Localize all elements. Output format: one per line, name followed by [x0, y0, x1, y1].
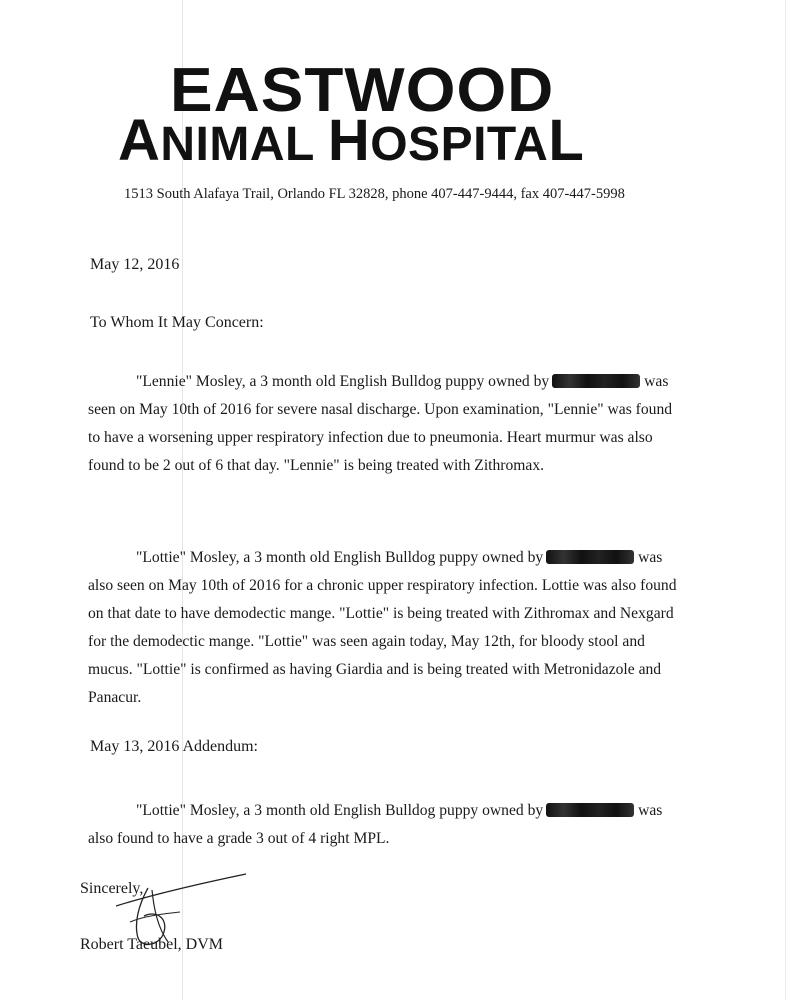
- paragraph-lennie-body: was seen on May 10th of 2016 for severe nasal discharge. Upon examination, "Lennie" was found to have a worsening upper respiratory infection due to pneumonia. Heart murmur was also found to be 2 out of 6 that day. "Lennie" is being treated with Zithromax.: [88, 373, 673, 474]
- letterhead-h-initial: H: [327, 108, 371, 173]
- paragraph-lottie-lead: "Lottie" Mosley, a 3 month old English Bulldog puppy owned by: [136, 549, 544, 566]
- letterhead-a-rest: NIMAL: [160, 118, 328, 171]
- letterhead-title: EASTWOOD: [170, 56, 555, 125]
- paragraph-addendum-body: was also found to have a grade 3 out of 4 right MPL.: [88, 802, 663, 847]
- letterhead-h-rest: OSPITA: [370, 118, 549, 171]
- letter-date: May 12, 2016: [90, 256, 180, 273]
- letterhead-a-initial: A: [118, 108, 161, 173]
- paragraph-lennie: [88, 368, 678, 480]
- signatory-name: Robert Taeubel, DVM: [80, 936, 223, 953]
- scan-edge-line: [785, 0, 786, 1000]
- redaction-mark: [552, 374, 640, 388]
- paragraph-lottie-body: was also seen on May 10th of 2016 for a chronic upper respiratory infection. Lottie was also found on that date to have demodectic mange. "Lottie" is being treated with Zithromax and Nexgard for the demodectic mange. "Lottie" was seen again today, May 12th, for bloody stool and mucus. "Lottie" is confirmed as having Giardia and is being treated with Metronidazole and Panacur.: [88, 549, 677, 706]
- letterhead-l-final: L: [548, 108, 585, 173]
- paragraph-lottie: [88, 544, 678, 712]
- paragraph-addendum-lead: "Lottie" Mosley, a 3 month old English Bulldog puppy owned by: [136, 802, 544, 819]
- paragraph-lennie-lead: "Lennie" Mosley, a 3 month old English Bulldog puppy owned by: [136, 373, 550, 390]
- letterhead-subtitle: [118, 108, 658, 173]
- redaction-mark: [546, 550, 634, 564]
- addendum-heading: May 13, 2016 Addendum:: [90, 738, 258, 755]
- redaction-mark: [546, 803, 634, 817]
- paragraph-addendum: [88, 797, 678, 853]
- letter-closing: Sincerely,: [80, 880, 144, 897]
- letter-salutation: To Whom It May Concern:: [90, 314, 264, 331]
- letterhead-address: 1513 South Alafaya Trail, Orlando FL 32828, phone 407-447-9444, fax 407-447-5998: [124, 186, 625, 202]
